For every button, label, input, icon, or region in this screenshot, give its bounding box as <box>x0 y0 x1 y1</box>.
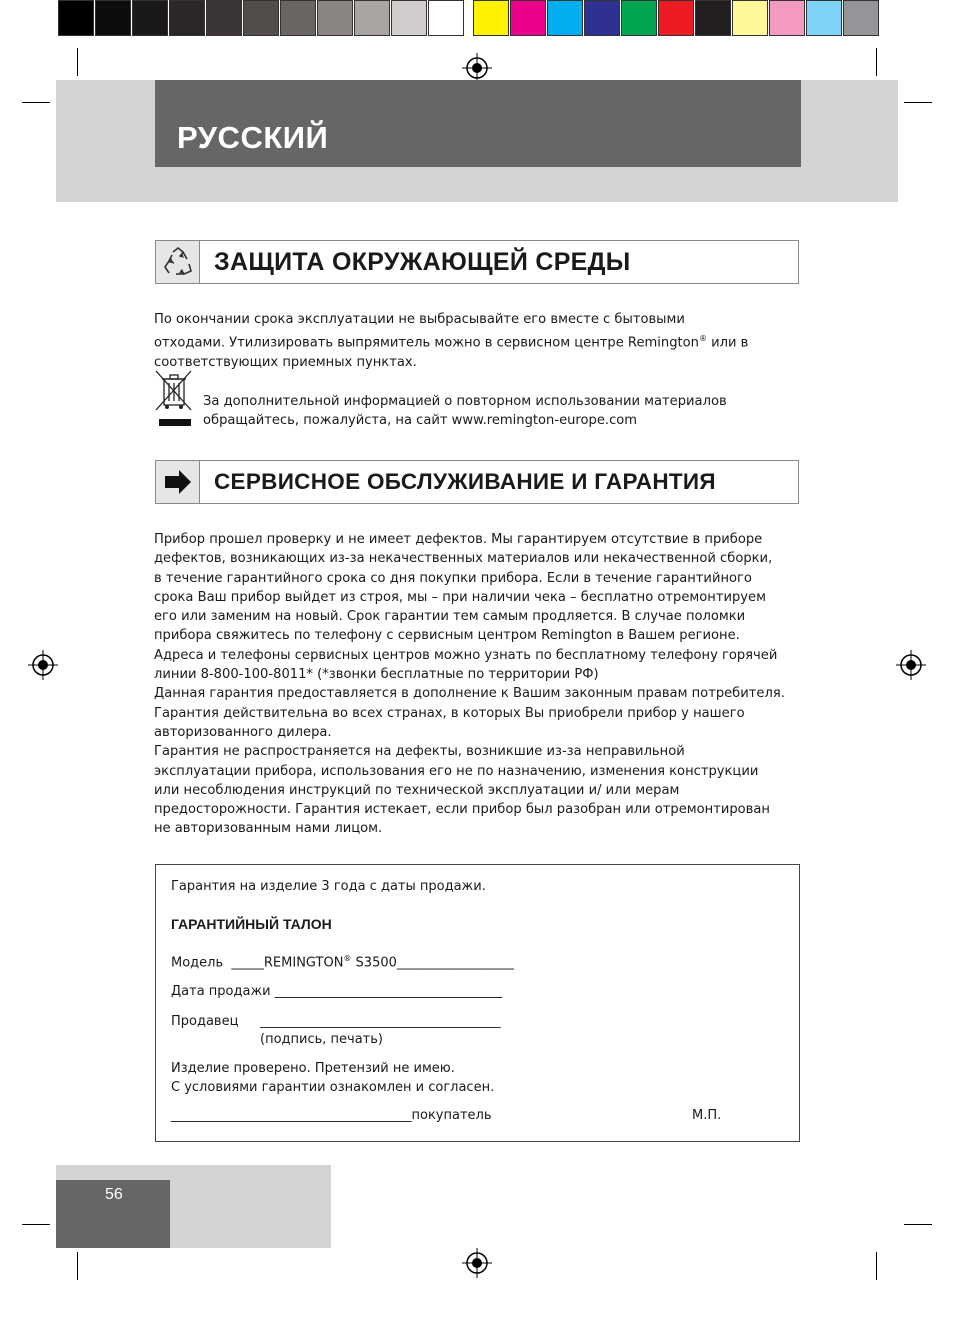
color-swatch <box>391 0 427 36</box>
color-swatch <box>806 0 842 36</box>
crop-mark <box>77 48 78 76</box>
warranty-card <box>155 864 800 1142</box>
text-line: не авторизованным нами лицом. <box>154 821 383 837</box>
seller-line: _____________________________________ <box>260 1014 501 1029</box>
crop-mark <box>904 1224 932 1225</box>
crop-mark <box>904 102 932 103</box>
warranty-period: Гарантия на изделие 3 года с даты продажи. <box>171 879 486 894</box>
model-field <box>171 954 514 970</box>
text-line: срока Ваш прибор выйдет из строя, мы – при наличии чека – бесплатно отремонтируем <box>154 589 766 605</box>
section-header-service <box>155 460 799 504</box>
color-swatch <box>510 0 546 36</box>
color-swatch <box>58 0 94 36</box>
arrow-right-icon <box>156 461 200 503</box>
stamp-label: М.П. <box>692 1108 722 1123</box>
page-number: 56 <box>105 1186 123 1203</box>
text-line: предосторожности. Гарантия истекает, если прибор был разобран или отремонтирован <box>154 802 770 818</box>
registered-mark: ® <box>343 954 352 963</box>
text-line: соответствующих приемных пунктах. <box>154 354 417 370</box>
text-line: авторизованного дилера. <box>154 724 332 740</box>
text-span: или в <box>706 335 749 351</box>
color-swatch <box>280 0 316 36</box>
buyer-signature-line: _____________________________________покупатель <box>171 1108 492 1123</box>
registration-mark-icon <box>896 650 926 680</box>
recycle-icon <box>156 241 200 283</box>
color-swatch <box>621 0 657 36</box>
color-swatch <box>473 0 509 36</box>
warranty-card-title: ГАРАНТИЙНЫЙ ТАЛОН <box>171 916 332 932</box>
swatch-gap <box>465 0 473 38</box>
text-line: За дополнительной информацией о повторном использовании материалов <box>203 394 727 409</box>
color-swatch <box>547 0 583 36</box>
text-line <box>154 329 804 353</box>
text-line: дефектов, возникающих из-за некачественных материалов или некачественной сборки, <box>154 551 773 567</box>
color-swatch <box>732 0 768 36</box>
seller-note: (подпись, печать) <box>260 1032 383 1047</box>
text-line: По окончании срока эксплуатации не выбрасывайте его вместе с бытовыми <box>154 312 685 327</box>
color-swatch <box>132 0 168 36</box>
section-title: ЗАЩИТА ОКРУЖАЮЩЕЙ СРЕДЫ <box>214 247 631 276</box>
text-line: Гарантия не распространяется на дефекты, возникшие из-за неправильной <box>154 744 685 760</box>
text-line: Адреса и телефоны сервисных центров можно узнать по бесплатному телефону горячей <box>154 647 778 663</box>
color-swatch <box>206 0 242 36</box>
service-paragraph <box>154 530 804 839</box>
crop-mark <box>77 1252 78 1280</box>
crop-mark <box>876 48 877 76</box>
recycling-info <box>203 392 803 431</box>
registration-mark-icon <box>28 650 58 680</box>
checked-statement: Изделие проверено. Претензий не имею. <box>171 1061 455 1076</box>
color-swatch <box>843 0 879 36</box>
text-line: эксплуатации прибора, использования его не по назначению, изменения конструкции <box>154 763 759 779</box>
text-line: прибора свяжитесь по телефону с сервисным центром Remington в Вашем регионе. <box>154 628 740 644</box>
color-swatch <box>354 0 390 36</box>
crop-mark <box>22 1224 50 1225</box>
color-calibration-strip <box>58 0 880 38</box>
text-line: его или заменим на новый. Срок гарантии тем самым продляется. В случае поломки <box>154 609 746 625</box>
crop-mark <box>876 1252 877 1280</box>
text-line: обращайтесь, пожалуйста, на сайт www.remington-europe.com <box>203 413 638 429</box>
section-header-environment <box>155 240 799 284</box>
registration-mark-icon <box>462 53 492 83</box>
model-label: Модель _____REMINGTON <box>171 955 344 971</box>
environment-paragraph <box>154 310 804 372</box>
model-value: S3500__________________ <box>351 955 514 971</box>
color-swatch <box>695 0 731 36</box>
text-line: или несоблюдения инструкций по технической эксплуатации и/ или мерам <box>154 782 680 798</box>
text-line: в течение гарантийного срока со дня покупки прибора. Если в течение гарантийного <box>154 570 752 586</box>
registered-mark: ® <box>698 334 707 344</box>
color-swatch <box>317 0 353 36</box>
text-line: Гарантия действительна во всех странах, в которых Вы приобрели прибор у нашего <box>154 705 745 721</box>
text-span: отходами. Утилизировать выпрямитель можно в сервисном центре Remington <box>154 335 699 351</box>
color-swatch <box>769 0 805 36</box>
color-swatch <box>95 0 131 36</box>
language-title: РУССКИЙ <box>177 120 329 155</box>
seller-label: Продавец <box>171 1014 239 1029</box>
crop-mark <box>22 102 50 103</box>
text-line: Данная гарантия предоставляется в дополнение к Вашим законным правам потребителя. <box>154 686 785 702</box>
color-swatch <box>658 0 694 36</box>
sale-date-field: Дата продажи ___________________________________ <box>171 984 503 999</box>
color-swatch <box>243 0 279 36</box>
text-line: Прибор прошел проверку и не имеет дефектов. Мы гарантируем отсутствие в приборе <box>154 532 763 547</box>
section-title: СЕРВИСНОЕ ОБСЛУЖИВАНИЕ И ГАРАНТИЯ <box>214 469 716 494</box>
agreed-statement: С условиями гарантии ознакомлен и согласен. <box>171 1080 495 1095</box>
color-swatch <box>428 0 464 36</box>
registration-mark-icon <box>462 1248 492 1278</box>
color-swatch <box>584 0 620 36</box>
text-line: линии 8-800-100-8011* (*звонки бесплатные по территории РФ) <box>154 667 599 683</box>
crossed-bin-icon <box>153 369 195 429</box>
color-swatch <box>169 0 205 36</box>
